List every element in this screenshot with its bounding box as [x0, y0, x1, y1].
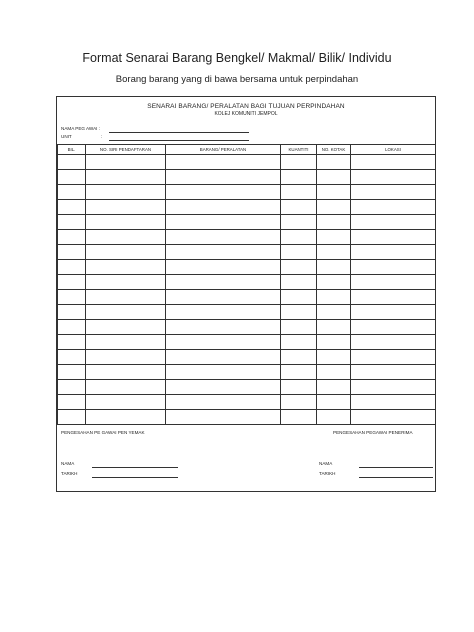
table-row — [58, 380, 436, 395]
table-cell[interactable] — [351, 230, 436, 245]
receiver-name-field[interactable] — [359, 467, 433, 468]
table-cell[interactable] — [86, 170, 166, 185]
table-cell[interactable] — [281, 170, 317, 185]
receiver-date-field[interactable] — [359, 477, 433, 478]
column-header-location: LOKASI — [351, 145, 436, 155]
table-cell[interactable] — [166, 290, 281, 305]
table-cell[interactable] — [351, 185, 436, 200]
table-cell[interactable] — [281, 275, 317, 290]
table-cell[interactable] — [351, 410, 436, 425]
table-cell[interactable] — [351, 305, 436, 320]
table-cell[interactable] — [317, 335, 351, 350]
table-cell[interactable] — [166, 155, 281, 170]
table-cell[interactable] — [86, 365, 166, 380]
unit-field[interactable] — [109, 140, 249, 141]
table-row — [58, 350, 436, 365]
table-cell[interactable] — [351, 170, 436, 185]
inventory-form — [56, 96, 436, 492]
table-cell[interactable] — [86, 245, 166, 260]
receiver-signature-title: PENGESAHAN PEGAWAI PENERIMA — [333, 430, 413, 435]
table-cell[interactable] — [86, 275, 166, 290]
table-cell[interactable] — [86, 320, 166, 335]
table-cell[interactable] — [281, 395, 317, 410]
table-cell[interactable] — [166, 335, 281, 350]
table-cell[interactable] — [317, 155, 351, 170]
table-cell[interactable] — [317, 185, 351, 200]
table-cell[interactable] — [166, 170, 281, 185]
receiver-name-label: NAMA — [319, 461, 333, 466]
table-row — [58, 170, 436, 185]
table-cell[interactable] — [166, 380, 281, 395]
table-row — [58, 290, 436, 305]
table-cell[interactable] — [58, 260, 86, 275]
table-cell[interactable] — [86, 290, 166, 305]
table-cell[interactable] — [351, 260, 436, 275]
table-row — [58, 185, 436, 200]
table-cell[interactable] — [166, 275, 281, 290]
checker-date-label: TARIKH — [61, 471, 78, 476]
table-cell[interactable] — [166, 320, 281, 335]
table-cell[interactable] — [58, 290, 86, 305]
column-header-serial-number: NO. SIRI PENDAFTARAN — [86, 145, 166, 155]
table-cell[interactable] — [317, 200, 351, 215]
table-cell[interactable] — [58, 320, 86, 335]
table-cell[interactable] — [58, 170, 86, 185]
table-cell[interactable] — [281, 185, 317, 200]
table-cell[interactable] — [281, 155, 317, 170]
unit-label: UNIT — [61, 134, 72, 139]
officer-name-label: NAMA PEG AWAI : — [61, 126, 100, 131]
table-row — [58, 200, 436, 215]
table-cell[interactable] — [58, 305, 86, 320]
table-cell[interactable] — [351, 320, 436, 335]
table-cell[interactable] — [58, 185, 86, 200]
table-cell[interactable] — [317, 230, 351, 245]
table-cell[interactable] — [317, 215, 351, 230]
column-header-bil: BIL. — [58, 145, 86, 155]
table-cell[interactable] — [317, 365, 351, 380]
table-row — [58, 365, 436, 380]
table-cell[interactable] — [317, 245, 351, 260]
table-cell[interactable] — [317, 410, 351, 425]
table-cell[interactable] — [351, 380, 436, 395]
table-cell[interactable] — [317, 275, 351, 290]
table-cell[interactable] — [58, 245, 86, 260]
table-cell[interactable] — [166, 260, 281, 275]
table-cell[interactable] — [166, 245, 281, 260]
table-cell[interactable] — [58, 350, 86, 365]
unit-colon: : — [101, 134, 103, 139]
table-cell[interactable] — [281, 410, 317, 425]
officer-name-field[interactable] — [109, 132, 249, 133]
table-cell[interactable] — [317, 350, 351, 365]
table-cell[interactable] — [86, 335, 166, 350]
table-cell[interactable] — [281, 245, 317, 260]
table-cell[interactable] — [166, 215, 281, 230]
column-header-quantity: KUANTITI — [281, 145, 317, 155]
table-row — [58, 245, 436, 260]
table-cell[interactable] — [58, 410, 86, 425]
table-cell[interactable] — [351, 155, 436, 170]
table-cell[interactable] — [281, 350, 317, 365]
table-cell[interactable] — [351, 290, 436, 305]
table-cell[interactable] — [86, 380, 166, 395]
table-cell[interactable] — [351, 335, 436, 350]
table-cell[interactable] — [58, 335, 86, 350]
table-cell[interactable] — [351, 275, 436, 290]
table-cell[interactable] — [86, 215, 166, 230]
table-cell[interactable] — [281, 230, 317, 245]
table-cell[interactable] — [58, 155, 86, 170]
checker-name-label: NAMA — [61, 461, 75, 466]
table-cell[interactable] — [166, 395, 281, 410]
table-cell[interactable] — [281, 200, 317, 215]
table-cell[interactable] — [58, 200, 86, 215]
checker-signature-title: PENGESAHAN PE GAWAI PEN YEMAK — [61, 430, 145, 435]
column-header-box-number: NO. KOTAK — [317, 145, 351, 155]
table-cell[interactable] — [58, 395, 86, 410]
table-cell[interactable] — [86, 230, 166, 245]
table-cell[interactable] — [281, 380, 317, 395]
table-cell[interactable] — [86, 305, 166, 320]
table-cell[interactable] — [166, 200, 281, 215]
table-cell[interactable] — [58, 275, 86, 290]
table-row — [58, 230, 436, 245]
checker-date-field[interactable] — [92, 477, 178, 478]
table-row — [58, 335, 436, 350]
table-cell[interactable] — [166, 410, 281, 425]
table-cell[interactable] — [166, 350, 281, 365]
table-cell[interactable] — [58, 380, 86, 395]
receiver-date-label: TARIKH — [319, 471, 336, 476]
table-cell[interactable] — [281, 320, 317, 335]
table-cell[interactable] — [86, 200, 166, 215]
table-cell[interactable] — [166, 230, 281, 245]
table-cell[interactable] — [166, 365, 281, 380]
table-row — [58, 260, 436, 275]
table-cell[interactable] — [281, 305, 317, 320]
table-cell[interactable] — [351, 245, 436, 260]
checker-name-field[interactable] — [92, 467, 178, 468]
table-cell[interactable] — [86, 395, 166, 410]
table-cell[interactable] — [317, 395, 351, 410]
table-cell[interactable] — [351, 395, 436, 410]
table-cell[interactable] — [317, 380, 351, 395]
item-table — [57, 144, 436, 425]
table-cell[interactable] — [281, 335, 317, 350]
table-body — [58, 155, 436, 425]
table-row — [58, 155, 436, 170]
table-cell[interactable] — [58, 215, 86, 230]
table-cell[interactable] — [86, 155, 166, 170]
form-heading: SENARAI BARANG/ PERALATAN BAGI TUJUAN PERPINDAHAN — [147, 103, 345, 110]
document-subtitle: Borang barang yang di bawa bersama untuk perpindahan — [115, 74, 359, 85]
table-cell[interactable] — [58, 230, 86, 245]
table-cell[interactable] — [281, 365, 317, 380]
table-cell[interactable] — [351, 365, 436, 380]
table-cell[interactable] — [351, 200, 436, 215]
document-title: Format Senarai Barang Bengkel/ Makmal/ Bilik/ Individu — [82, 51, 392, 65]
table-cell[interactable] — [351, 215, 436, 230]
table-row — [58, 275, 436, 290]
table-row — [58, 305, 436, 320]
table-cell[interactable] — [317, 170, 351, 185]
table-cell[interactable] — [166, 305, 281, 320]
column-header-item: BARANG/ PERALATAN — [166, 145, 281, 155]
table-cell[interactable] — [86, 410, 166, 425]
table-cell[interactable] — [58, 365, 86, 380]
table-cell[interactable] — [351, 350, 436, 365]
table-cell[interactable] — [281, 260, 317, 275]
table-cell[interactable] — [166, 185, 281, 200]
table-cell[interactable] — [317, 290, 351, 305]
table-cell[interactable] — [317, 305, 351, 320]
table-row — [58, 320, 436, 335]
table-row — [58, 215, 436, 230]
table-cell[interactable] — [86, 185, 166, 200]
table-row — [58, 395, 436, 410]
table-header-row — [58, 145, 436, 155]
table-row — [58, 410, 436, 425]
table-cell[interactable] — [86, 260, 166, 275]
table-cell[interactable] — [317, 260, 351, 275]
table-cell[interactable] — [317, 320, 351, 335]
form-college-name: KOLEJ KOMUNITI JEMPOL — [214, 111, 278, 117]
table-cell[interactable] — [281, 290, 317, 305]
table-cell[interactable] — [281, 215, 317, 230]
table-cell[interactable] — [86, 350, 166, 365]
